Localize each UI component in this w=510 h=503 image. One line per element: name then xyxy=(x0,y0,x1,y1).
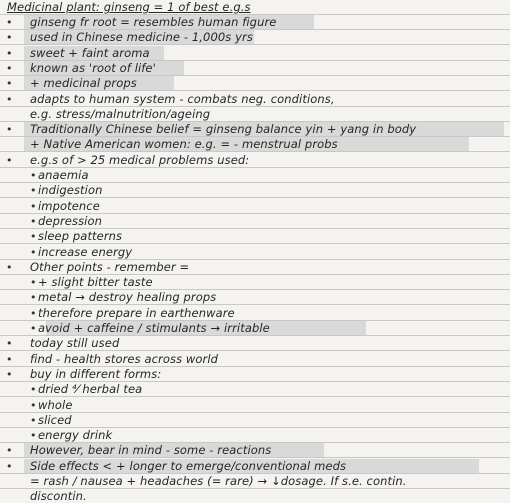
heading-text: Medicinal plant: ginseng = 1 of best e.g.s xyxy=(7,0,251,14)
note-line xyxy=(0,122,510,137)
note-line xyxy=(0,199,510,214)
bullet-icon: • xyxy=(6,260,13,274)
bullet-icon: • xyxy=(30,383,37,397)
note-text: discontin. xyxy=(30,489,87,503)
note-line xyxy=(0,229,510,244)
note-line xyxy=(0,489,510,503)
note-line xyxy=(0,306,510,321)
bullet-icon: • xyxy=(30,245,37,259)
note-text: impotence xyxy=(38,198,100,213)
note-text: ginseng fr root = resembles human figure xyxy=(30,15,277,29)
note-text: today still used xyxy=(30,336,120,351)
bullet-icon: • xyxy=(30,398,37,412)
note-text: = rash / nausea + headaches (= rare) → ↓dosage. If s.e. contin. xyxy=(30,474,407,488)
bullet-icon: • xyxy=(30,413,37,427)
note-text: dried ⁴⁄ herbal tea xyxy=(38,382,143,397)
bullet-icon: • xyxy=(6,123,13,137)
note-text: + slight bitter taste xyxy=(38,275,153,290)
bullet-icon: • xyxy=(6,444,13,458)
note-text: adapts to human system - combats neg. conditions, xyxy=(30,91,335,106)
note-line xyxy=(0,107,510,122)
note-line xyxy=(0,61,510,76)
bullet-icon: • xyxy=(6,31,13,45)
bullet-icon: • xyxy=(6,459,13,473)
bullet-icon: • xyxy=(30,214,37,228)
note-text: known as 'root of life' xyxy=(30,60,156,75)
bullet-icon: • xyxy=(30,199,37,213)
note-line xyxy=(0,183,510,198)
bullet-icon: • xyxy=(6,16,13,29)
bullet-icon: • xyxy=(6,337,13,351)
note-line xyxy=(0,474,510,489)
note-line xyxy=(0,275,510,290)
bullet-icon: • xyxy=(6,77,13,91)
note-line xyxy=(0,352,510,367)
note-line xyxy=(0,321,510,336)
note-line xyxy=(0,15,510,30)
note-line xyxy=(0,168,510,183)
bullet-icon: • xyxy=(30,230,37,244)
note-line xyxy=(0,382,510,397)
note-line xyxy=(0,30,510,45)
bullet-icon: • xyxy=(30,306,37,320)
note-line xyxy=(0,398,510,413)
note-text: e.g. stress/malnutrition/ageing xyxy=(30,106,211,121)
bullet-icon: • xyxy=(30,276,37,290)
note-line xyxy=(0,336,510,351)
note-text: sleep patterns xyxy=(38,229,123,244)
bullet-icon: • xyxy=(30,184,37,198)
note-text: avoid + caffeine / stimulants → irritable xyxy=(38,321,270,335)
note-text: Other points - remember = xyxy=(30,259,190,274)
note-text: sweet + faint aroma xyxy=(30,45,150,60)
note-text: therefore prepare in earthenware xyxy=(38,305,235,320)
note-text: find - health stores across world xyxy=(30,351,219,366)
bullet-icon: • xyxy=(6,46,13,60)
bullet-icon: • xyxy=(30,322,37,335)
note-line xyxy=(0,137,510,152)
note-line xyxy=(0,260,510,275)
note-text: buy in different forms: xyxy=(30,366,162,381)
bullet-icon: • xyxy=(6,352,13,366)
bullet-icon: • xyxy=(30,291,37,305)
note-text: sliced xyxy=(38,412,72,427)
note-line xyxy=(0,413,510,428)
bullet-icon: • xyxy=(6,61,13,75)
note-line xyxy=(0,214,510,229)
note-text: anaemia xyxy=(38,168,89,182)
bullet-icon: • xyxy=(6,367,13,381)
note-line xyxy=(0,245,510,260)
heading-line xyxy=(0,0,510,15)
note-text: + Native American women: e.g. = - menstrual probs xyxy=(30,137,338,152)
note-line xyxy=(0,76,510,91)
note-text: depression xyxy=(38,213,102,228)
note-line xyxy=(0,428,510,443)
note-text: Traditionally Chinese belief = ginseng balance yin + yang in body xyxy=(30,122,417,137)
note-line xyxy=(0,153,510,168)
note-line xyxy=(0,443,510,458)
bullet-icon: • xyxy=(6,92,13,106)
bullet-icon: • xyxy=(30,429,37,443)
note-text: whole xyxy=(38,397,73,412)
bullet-icon: • xyxy=(30,169,37,182)
note-line xyxy=(0,459,510,474)
note-line xyxy=(0,290,510,305)
note-text: Side effects < + longer to emerge/conventional meds xyxy=(30,458,347,473)
note-text: increase energy xyxy=(38,244,133,259)
note-line xyxy=(0,46,510,61)
note-text: However, bear in mind - some - reactions xyxy=(30,443,272,458)
note-text: + medicinal props xyxy=(30,76,137,91)
note-text: indigestion xyxy=(38,183,103,198)
note-text: used in Chinese medicine - 1,000s yrs xyxy=(30,30,253,45)
note-line xyxy=(0,92,510,107)
note-text: e.g.s of > 25 medical problems used: xyxy=(30,152,250,167)
bullet-icon: • xyxy=(6,153,13,167)
note-text: energy drink xyxy=(38,428,113,443)
note-line xyxy=(0,367,510,382)
note-text: metal → destroy healing props xyxy=(38,290,217,305)
